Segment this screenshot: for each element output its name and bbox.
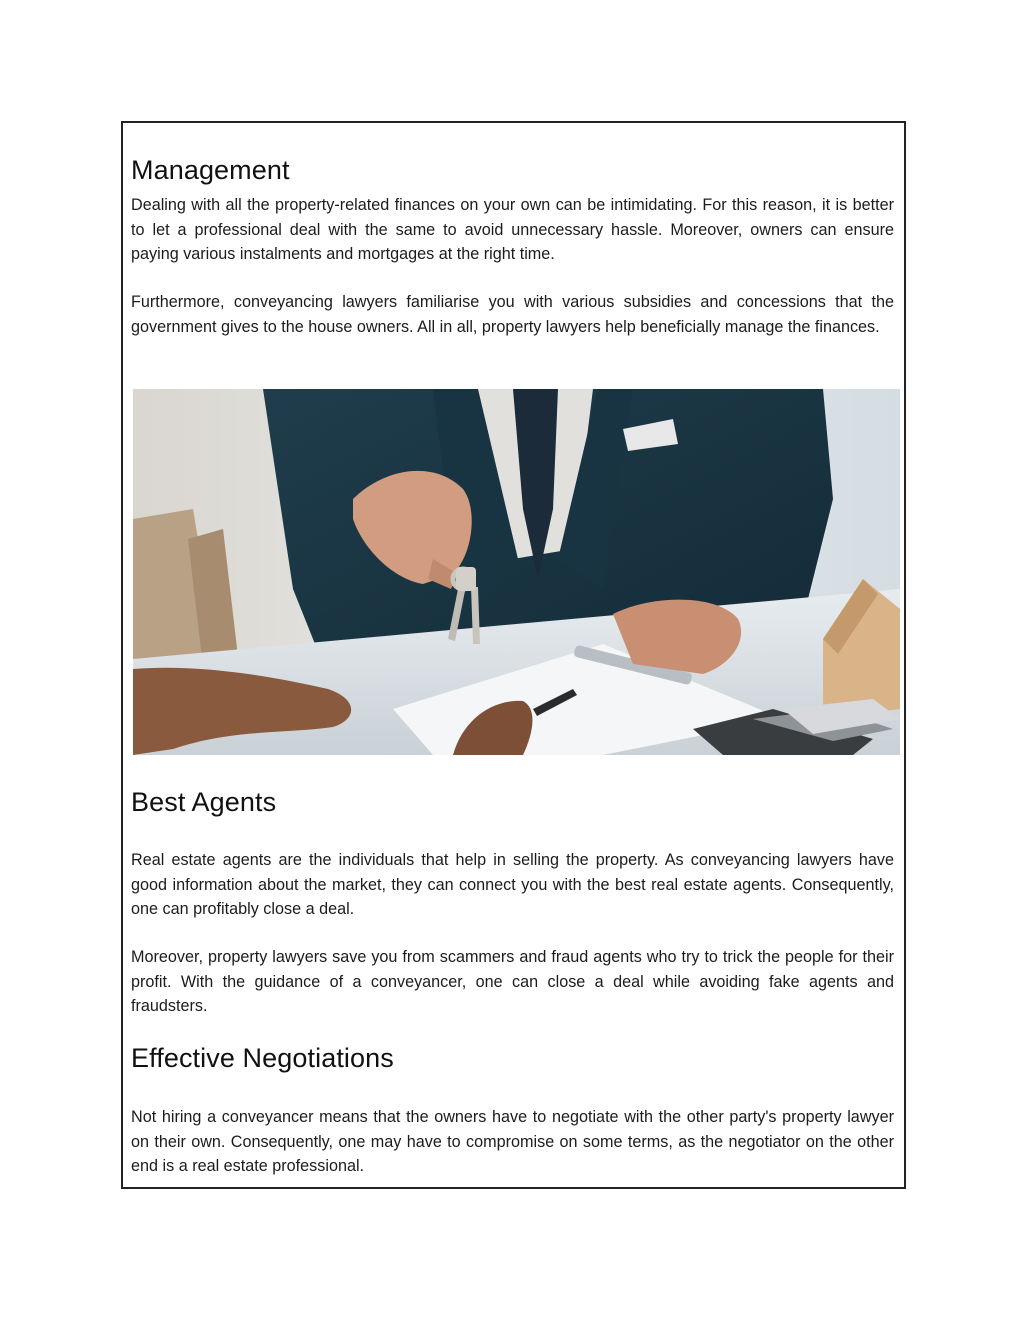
key-handover-photo	[133, 389, 900, 755]
paragraph-effective-negotiations-1: Not hiring a conveyancer means that the owners have to negotiate with the other party's property lawyer on their own. Consequently, one may have to compromise on some terms, as the negotiator on the other end is a real estate professional.	[131, 1108, 894, 1175]
photo-illustration	[133, 389, 900, 755]
heading-best-agents: Best Agents	[131, 787, 277, 817]
heading-effective-negotiations: Effective Negotiations	[131, 1043, 394, 1073]
document-frame	[121, 121, 906, 1189]
paragraph-best-agents-2: Moreover, property lawyers save you from scammers and fraud agents who try to trick the people for their profit. With the guidance of a conveyancer, one can close a deal while avoiding fake agents and fraudsters.	[131, 948, 894, 1015]
paragraph-best-agents-1: Real estate agents are the individuals that help in selling the property. As conveyancing lawyers have good information about the market, they can connect you with the best real estate agents. Consequently, one can profitably close a deal.	[131, 851, 894, 918]
paragraph-management-1: Dealing with all the property-related finances on your own can be intimidating. For this reason, it is better to let a professional deal with the same to avoid unnecessary hassle. Moreover, owners can ensure paying various instalments and mortgages at the right time.	[131, 196, 894, 263]
heading-management: Management	[131, 155, 290, 185]
paragraph-management-2: Furthermore, conveyancing lawyers familiarise you with various subsidies and concessions that the government gives to the house owners. All in all, property lawyers help beneficially manage the finances.	[131, 293, 894, 336]
